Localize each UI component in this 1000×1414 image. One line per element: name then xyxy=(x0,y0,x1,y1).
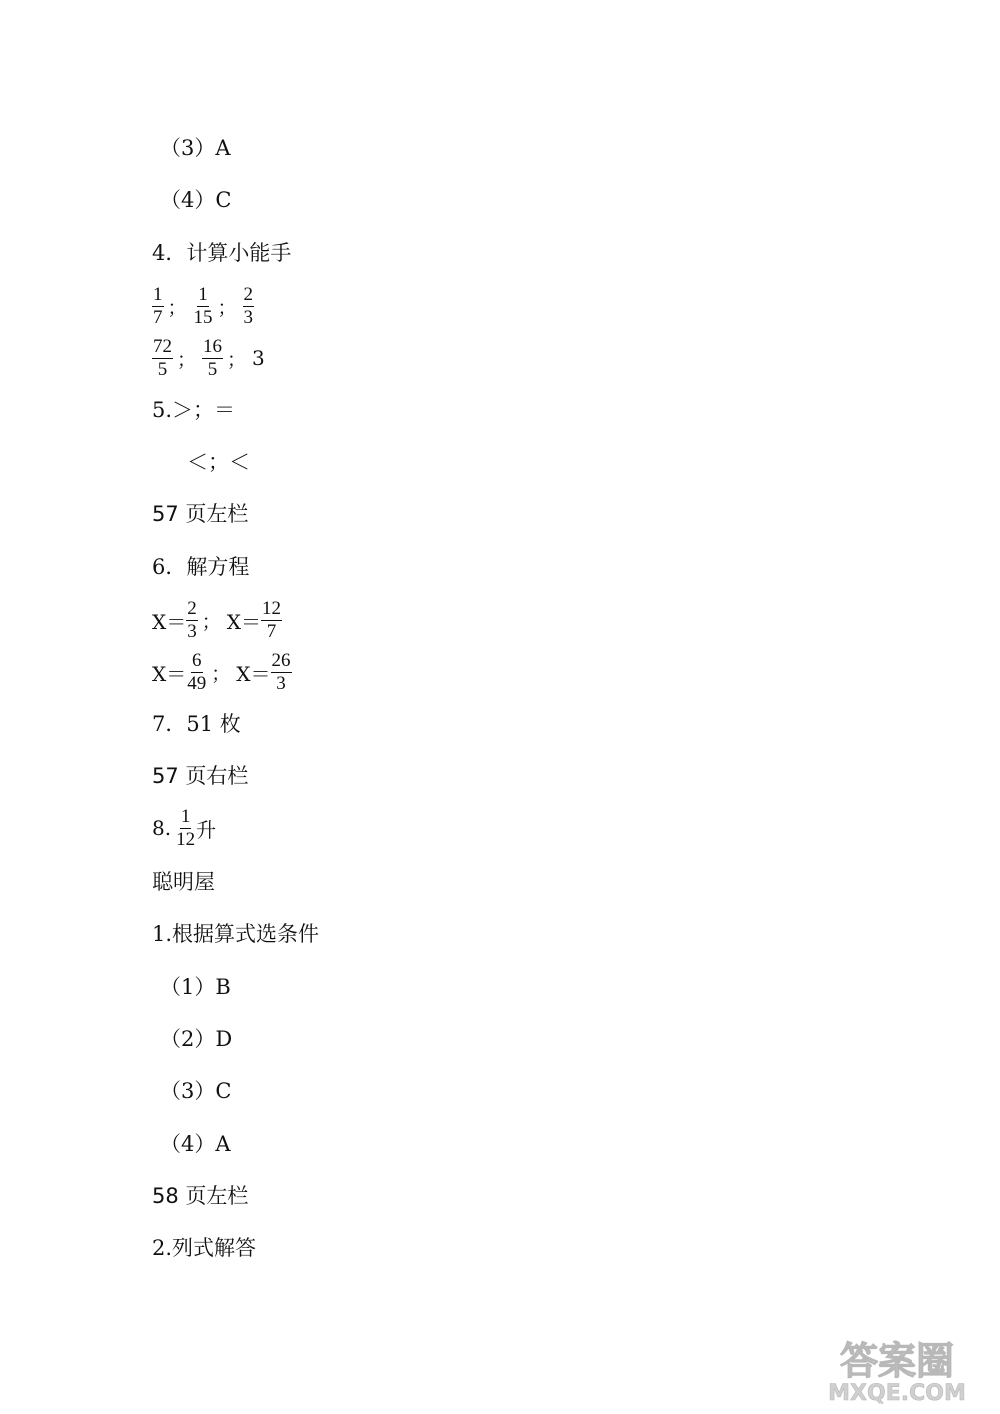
fraction: $\frac{6}{49}$ xyxy=(187,649,207,694)
section-7-heading: 7．51 枚 xyxy=(152,712,241,736)
section-8-answer xyxy=(152,802,216,854)
clever-1-answer-4: （4）A xyxy=(160,1132,231,1156)
separator: ； xyxy=(167,296,187,319)
separator: ； xyxy=(201,610,221,633)
answer-4-c: （4）C xyxy=(160,188,232,212)
clever-1-answer-3: （3）C xyxy=(160,1079,232,1103)
page-58-left-label: 58 页左栏 xyxy=(152,1184,249,1208)
calc-row-2 xyxy=(152,332,265,384)
equation-lhs: X＝ xyxy=(152,661,187,686)
fraction: $\frac{12}{7}$ xyxy=(262,597,282,642)
watermark-top-text: 答案圈 xyxy=(839,1339,955,1383)
section-6-heading: 6．解方程 xyxy=(152,555,250,579)
clever-1-answer-2: （2）D xyxy=(160,1027,233,1051)
page-57-left-label: 57 页左栏 xyxy=(152,502,249,526)
section-5-heading: 5.＞；＝ xyxy=(152,398,236,422)
equation-row-1 xyxy=(152,594,282,646)
clever-house-heading: 聪明屋 xyxy=(152,870,215,894)
watermark-graphic xyxy=(822,1334,972,1406)
separator: ； xyxy=(217,296,237,319)
section-4-heading: 4．计算小能手 xyxy=(152,241,292,265)
section-5-second: ＜；＜ xyxy=(187,450,250,474)
fraction: $\frac{2}{3}$ xyxy=(243,283,254,328)
equation-lhs: X＝ xyxy=(236,661,271,686)
clever-2-heading: 2.列式解答 xyxy=(152,1236,257,1260)
unit-label: 升 xyxy=(196,817,217,842)
section-8-number: 8. xyxy=(152,816,172,840)
calc-row-1 xyxy=(152,280,254,332)
clever-1-answer-1: （1）B xyxy=(160,975,231,999)
equation-lhs: X＝ xyxy=(226,609,262,634)
fraction: $\frac{1}{12}$ xyxy=(176,805,196,850)
fraction: $\frac{72}{5}$ xyxy=(153,335,172,380)
separator: ； xyxy=(227,348,247,371)
separator: ； xyxy=(177,348,197,371)
clever-1-heading: 1.根据算式选条件 xyxy=(152,922,320,946)
fraction: $\frac{1}{7}$ xyxy=(153,283,163,328)
equation-row-2 xyxy=(152,646,292,698)
calc-value: 3 xyxy=(252,346,265,370)
answer-3-a: （3）A xyxy=(160,136,231,160)
fraction: $\frac{16}{5}$ xyxy=(203,335,223,380)
equation-lhs: X＝ xyxy=(152,609,187,634)
page-57-right-label: 57 页右栏 xyxy=(152,764,249,788)
watermark-bottom-text: MXQE.COM xyxy=(828,1381,966,1406)
watermark-logo xyxy=(822,1334,972,1406)
separator: ； xyxy=(211,662,231,685)
fraction: $\frac{26}{3}$ xyxy=(271,649,291,694)
fraction: $\frac{1}{15}$ xyxy=(193,283,213,328)
fraction: $\frac{2}{3}$ xyxy=(187,597,197,642)
